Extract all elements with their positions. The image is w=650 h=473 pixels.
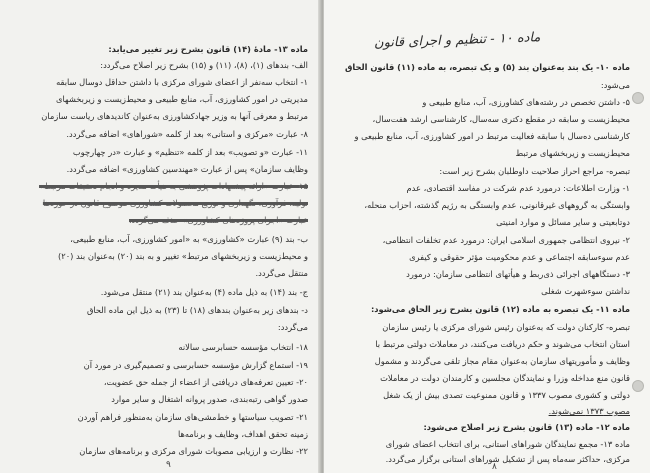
struck-text-line: تولید، فرآوری، نگهداری و توزیع محصولات کشاورزی موضوع قانون در حوزه‌ها [42, 198, 308, 208]
binding-hole [632, 380, 644, 392]
text-line: د- بندهای زیر به‌عنوان بندهای (۱۸) تا (۲۳) به ذیل این ماده الحاق [86, 305, 308, 315]
text-line: وابستگی به گروههای غیرقانونی، عدم وابستگی به رژیم گذشته، احزاب منحله، [364, 200, 630, 210]
handwritten-note: ماده ۱۰ - تنظیم و اجرای قانون [373, 30, 541, 51]
text-line: و محیط‌زیست و زیربخشهای مرتبط» تغییر و به بند (۲۰) به‌عنوان بند (۲۰) [58, 251, 308, 261]
text-line: ج- بند (۱۴) به ذیل ماده (۴) به‌عنوان بند (۲۱) منتقل می‌شود. [100, 287, 308, 297]
text-line: تبصره- مراجع احراز صلاحیت داوطلبان بشرح زیر است: [439, 166, 630, 176]
text-line: ۱- وزارت اطلاعات: درمورد عدم شرکت در مفاسد اقتصادی، عدم [406, 183, 630, 193]
text-line: ۵- داشتن تخصص در رشته‌های کشاورزی، آب، منابع طبیعی و [422, 97, 630, 107]
text-line: ۸- عبارت «مرکزی و استانی» بعد از کلمه «شوراهای» اضافه می‌گردد. [66, 129, 308, 139]
text-line: کارشناسی ده‌سال با سابقه فعالیت مرتبط در امور کشاورزی، آب، منابع طبیعی و [354, 131, 630, 141]
text-line: ۱۸- انتخاب مؤسسه حسابرسی سالانه [178, 342, 308, 352]
left-page-number: ۹ [166, 460, 171, 470]
text-line: مدیریتی در امور کشاورزی، آب، منابع طبیعی و محیط‌زیست و زیربخشهای [56, 94, 308, 104]
right-page [324, 0, 650, 473]
text-line: زمینه تحقق اهداف، وظایف و برنامه‌ها [177, 429, 308, 439]
text-line: ماده ۱۳- مجمع نمایندگان شوراهای استانی، برای انتخاب اعضای شورای [385, 439, 630, 449]
text-line: استان انتخاب می‌شوند و حکم دریافت می‌کنند، در معاملات دولتی مرتبط با [375, 339, 630, 349]
text-line: ۱۱- عبارت «و تصویب» بعد از کلمه «تنظیم» و عبارت «در چهارچوب [72, 147, 308, 157]
text-line: دوتابعیتی و سایر مسائل و موارد امنیتی [496, 217, 630, 227]
struck-text-line: ۱۵- عبارت «ارائه پیشنهادات پژوهشی به هیأت مدیره و انجام تحقیقات مرتبط» [39, 181, 308, 191]
text-line: ۱۹- استماع گزارش مؤسسه حسابرسی و تصمیم‌گیری در مورد آن [83, 360, 308, 370]
text-line: نداشتن سوءشهرت شغلی [541, 286, 630, 296]
underlined-text-line: مصوب ۱۳۷۳ نمی‌شوند. [548, 406, 630, 416]
text-line: ۲۱- تصویب سیاستها و خط‌مشی‌های سازمان به‌منظور فراهم آوردن [77, 412, 308, 422]
text-line: ۲۰- تعیین تعرفه‌های دریافتی از اعضاء از جمله حق عضویت، [103, 377, 308, 387]
article-10-heading: ماده ۱۰- یک بند به‌عنوان بند (۵) و یک تبصره، به ماده (۱۱) قانون الحاق [344, 62, 630, 72]
struck-text-line: عبارت «اجرای پروژه‌های کشاورزی» حذف می‌گردد. [129, 215, 308, 225]
text-line: محیط‌زیست و سابقه در مقطع دکتری سه‌سال، کارشناسی ارشد هفت‌سال، [372, 114, 630, 124]
article-11-heading: ماده ۱۱- یک تبصره به ماده (۱۲) قانون بشرح زیر الحاق می‌شود: [370, 304, 630, 314]
article-13-heading: ماده ۱۳- مادهٔ (۱۴) قانون بشرح زیر تغییر می‌یابد: [108, 44, 308, 54]
text-line: ۳- دستگاههای اجرائی ذی‌ربط و هیأتهای انتظامی سازمان: درمورد [406, 269, 630, 279]
text-line: قانون منع مداخله وزرا و نمایندگان مجلسین و کارمندان دولت در معاملات [380, 373, 630, 383]
text-line: ۲۲- نظارت و ارزیابی مصوبات شورای مرکزی و برنامه‌های سازمان [79, 446, 308, 456]
text-line: ۱- انتخاب سه‌نفر از اعضای شورای مرکزی با داشتن حداقل دوسال سابقه [56, 77, 308, 87]
text-line: می‌شود: [600, 80, 630, 90]
text-line: عدم سوءسابقه اجتماعی و عدم محکومیت مؤثر حقوقی و کیفری [409, 252, 630, 262]
text-line: وظایف و مأموریتهای سازمان به‌عنوان مقام مجاز تلقی می‌گردند و مشمول [374, 356, 630, 366]
text-line: ب- بند (۹) عبارت «کشاورزی» به «امور کشاورزی، آب، منابع طبیعی، [70, 234, 308, 244]
right-page-number: ۸ [492, 462, 497, 472]
text-line: مرتبط و معرفی آنها به وزیر جهادکشاورزی به‌عنوان کاندیدهای ریاست سازمان [41, 111, 308, 121]
binding-hole [632, 92, 644, 104]
text-line: الف- بندهای (۱)، (۸)، (۱۱) و (۱۵) بشرح زیر اصلاح می‌گردد: [100, 60, 308, 70]
text-line: تبصره- کارکنان دولت که به‌عنوان رئیس شورای مرکزی یا رئیس سازمان [382, 322, 630, 332]
text-line: می‌گردد: [277, 322, 308, 332]
text-line: دولتی و کشوری مصوب ۱۳۳۷ و قانون ممنوعیت تصدی بیش از یک شغل [383, 390, 630, 400]
text-line: وظایف سازمان» پس از عبارت «مهندسین کشاورزی» اضافه می‌گردد. [66, 164, 308, 174]
text-line: منتقل می‌گردد. [255, 268, 308, 278]
text-line: ۲- نیروی انتظامی جمهوری اسلامی ایران: درمورد عدم تخلفات انتظامی، [382, 235, 630, 245]
text-line: صدور گواهی رتبه‌بندی، صدور پروانه اشتغال و سایر موارد [111, 394, 308, 404]
article-12-heading: ماده ۱۲- ماده (۱۳) قانون بشرح زیر اصلاح می‌شود: [423, 422, 630, 432]
text-line: محیط‌زیست و زیربخشهای مرتبط [515, 148, 630, 158]
text-line: مرکزی، حداکثر سه‌ماه پس از تشکیل شوراهای استانی برگزار می‌گردد. [385, 454, 630, 464]
left-page [0, 0, 322, 473]
